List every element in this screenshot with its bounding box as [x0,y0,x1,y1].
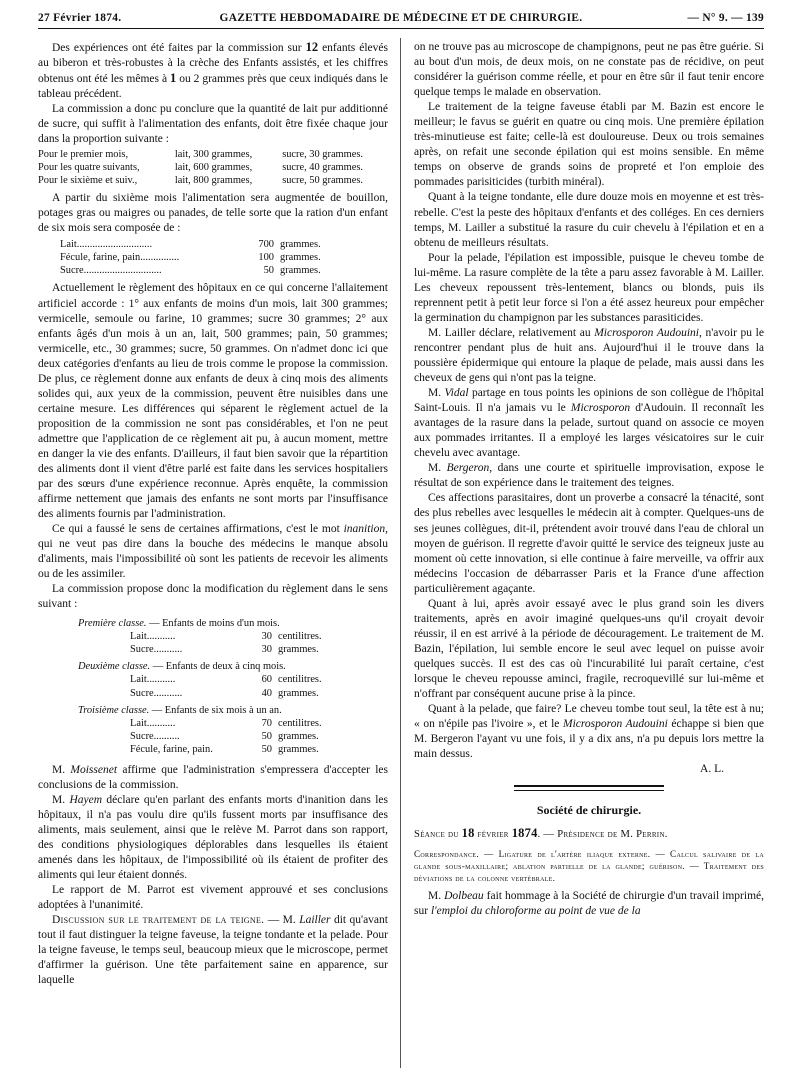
class-item-label: Lait........... [130,717,176,729]
paragraph: M. Hayem déclare qu'en parlant des enfants morts d'inanition dans les hôpitaux, il n'a pas voulu dire qu'ils fussent morts par insuffisance des aliments, mais seulement, ainsi que le relève M. Parrot dans son rapport, des conditions physiologiques déplorables dans lesquelles ils étaient amenés dans les hôpitaux, de l'impossibilité où ils étaient de profiter des aliments qui leur étaient donnés. [38,793,388,881]
feeding-table-row [38,161,388,174]
paragraph: on ne trouve pas au microscope de champignons, peut ne pas être guérie. Si au bout d'un mois, de deux mois, on ne constate pas de récidive, on peut considérer la guérison comme réelle, et pour en être sûr il faut tenir encore quelque temps le malade en observation. [414,41,764,99]
paragraph: Quant à la teigne tondante, elle dure douze mois en moyenne et est très-rebelle. C'est la peste des hôpitaux d'enfants et des colléges. En ces derniers temps, M. Lailler a substitué la rasure du cuir chevelu à l'épilation et en a obtenu de meilleurs résultats. [414,191,764,249]
class-item-amount: 60 [261,674,272,686]
class-title: Deuxième classe. [78,661,151,673]
ration-label: Lait............................. [60,239,153,251]
paragraph: Pour la pelade, l'épilation est impossible, puisque le cheveu tombe de lui-même. La rasure complète de la tête a paru assez favorable à M. Lailler. Les cheveux repoussent très-lentement, blancs ou blonds, puis ils reprennent petit à petit leur force si l'on a été assez heureux pour empêcher la germination du champignon par les substances parasiticides. [414,251,764,324]
ration-unit: grammes. [280,252,321,264]
class-item-label: Fécule, farine, pain. [130,744,213,756]
paragraph: A partir du sixième mois l'alimentation sera augmentée de bouillon, potages gras ou maigres ou panades, de telle sorte que la ration d'un enfant de six mois sera composée de : [38,192,388,235]
class-title: Troisième classe. [78,704,150,716]
ration-item [60,264,388,277]
class-item-label: Lait........... [130,630,176,642]
paragraph: Des expériences ont été faites par la commission sur 12 enfants élevés au biberon et très-robustes à la crèche des Enfants assistés, et les chiffres obtenus ont été les mêmes à 1 ou 2 grammes près que ceux indiqués dans le tableau précédent. [38,40,389,101]
class-item-unit: grammes. [278,687,319,699]
feeding-table-row [38,148,388,161]
paragraph: M. Vidal partage en tous points les opinions de son collègue de l'hôpital Saint-Louis. Il n'a jamais vu le Microsporon d'Audouin. Il reconnaît les avantages de la rasure dans la pelade, surtout quand on associe ce moyen aux pommades irritantes. Il a employé les larges vésicatoires sur le cuir chevelu avec avantage. [414,387,765,460]
header-page-number: 139 [746,12,764,24]
paragraph: Le rapport de M. Parrot est vivement approuvé et ses conclusions adoptées à l'unanimité. [38,883,388,911]
feeding-table-cell: lait, 300 grammes, [174,149,253,161]
class-item-amount: 70 [261,717,272,729]
class-item-unit: grammes. [278,744,319,756]
class-heading [38,660,388,673]
paragraph: Quant à lui, après avoir essayé avec le plus grand soin les divers traitements, après en avoir imaginé quelques-uns qu'il croyait devoir réussir, il en est arrivé à la période de découragement. Le traitement de M. Bazin, l'épilation, lui semble encore le seul avec lequel on puisse avoir quelques succès. Il est des cas où l'incurabilité lui paraît certaine, c'est lorsque le cheveu repousse aminci, fragile, recroquevillé sur lui-même et n'offrant par conséquent aucune prise à la pince. [414,597,764,701]
class-item-unit: grammes. [278,643,319,655]
feeding-table-cell: Pour le premier mois, [38,149,129,161]
feeding-table [38,148,388,187]
class-description: — Enfants de deux à cinq mois. [150,661,286,673]
ration-list [60,238,388,277]
feeding-table-cell: sucre, 30 grammes. [282,149,363,161]
paragraph: M. Dolbeau fait hommage à la Société de chirurgie d'un travail imprimé, sur l'emploi du chloroforme au point de vue de la [414,890,764,918]
left-column [38,40,388,988]
class-item [38,630,388,643]
right-column [414,40,764,919]
feeding-table-cell: Pour les quatre suivants, [38,162,140,174]
class-item-label: Lait........... [130,674,176,686]
class-item-amount: 50 [261,744,272,756]
paragraph: Discussion sur le traitement de la teigne. — M. Lailler dit qu'avant tout il faut distinguer la teigne faveuse, la teigne tondante et la pelade. Pour la teigne faveuse, le temps seul, beaucoup mieux que le microscope, permet d'affirmer la guérison. Une tête parfaitement saine en apparence, sur laquelle [38,914,388,987]
class-description: — Enfants de moins d'un mois. [146,617,280,629]
paragraph: M. Lailler déclare, relativement au Microsporon Audouini, n'avoir pu le rencontrer pendant plus de huit ans. Aujourd'hui il le trouve dans la poussière épidermique qui entoure la plaque de pelade, mais aussi dans les cheveux de gens qui n'ont pas la teigne. [414,326,764,385]
correspondance-summary: Correspondance. — Ligature de l'artère iliaque externe. — Calcul salivaire de la glande sous-maxillaire; ablation partielle de la glande; guérison. — Traitement des déviations de la colonne vertébrale. [414,849,764,884]
class-item [38,643,388,656]
class-heading [38,704,388,717]
page-header [38,8,764,29]
class-item-amount: 50 [261,731,272,743]
ration-unit: grammes. [280,265,321,277]
feeding-table-row [38,174,388,187]
section-separator [514,785,664,791]
class-title: Première classe. [78,617,147,629]
ration-amount: 700 [258,239,274,251]
ration-item [60,251,388,264]
class-item-label: Sucre.......... [130,731,180,743]
class-item [38,687,388,700]
class-heading [38,617,388,630]
class-item [38,743,388,756]
class-item-amount: 40 [261,687,272,699]
section-title: Société de chirurgie. [536,803,642,818]
paragraph: Ces affections parasitaires, dont un proverbe a consacré la ténacité, sont des plus rebelles avec lesquelles le médecin ait à compter. Quelques-uns de ses jeunes collègues, dit-il, prétendent avoir trouvé dans l'eau de chloral un moyen de guérison. Il regrette d'avoir quitté le service des teigneux juste au moment où cette innovation, si elle continue à faire merveille, va offrir aux médecins l'occasion de débarrasser Paris et la France d'une affection particulièrement agaçante. [414,492,764,595]
ration-item [60,238,388,251]
classes-list [38,617,388,757]
paragraph: Quant à la pelade, que faire? Le cheveu tombe tout seul, la tête est à nu; « on n'épile pas l'ivoire », et le Microsporon Audouini échappe si bien que M. Bergeron l'ayant vu une fois, il y a dix ans, n'a pu depuis lors mettre la main dessus. [414,703,764,761]
paragraph: La commission propose donc la modification du règlement dans le sens suivant : [38,583,388,611]
feeding-table-cell: sucre, 50 grammes. [282,175,363,187]
header-title: GAZETTE HEBDOMADAIRE DE MÉDECINE ET DE CHIRURGIE. [219,12,583,24]
seance-line: Séance du 18 février 1874. — Présidence de M. Perrin. [414,826,668,841]
ration-amount: 100 [258,252,274,264]
class-item-unit: centilitres. [278,674,322,686]
class-item-unit: centilitres. [278,630,322,642]
class-description: — Enfants de six mois à un an. [149,704,282,716]
feeding-table-cell: Pour le sixième et suiv., [38,175,138,187]
ration-amount: 50 [263,265,274,277]
paragraph: M. Moissenet affirme que l'administration s'empressera d'accepter les conclusions de la commission. [38,763,388,791]
paragraph: Le traitement de la teigne faveuse établi par M. Bazin est encore le meilleur; le favus se guérit en quatre ou cinq mois. Une première épilation très-minutieuse est faite; celle-là est douloureuse. Deux ou trois semaines après, on refait une seconde épilation qui est moins sensible. En même temps on observe de grands soins de propreté et l'on emploie des pommades parisiticides (turbith minéral). [414,101,764,189]
column-divider [400,38,401,1068]
class-item-unit: centilitres. [278,717,322,729]
class-item [38,730,388,743]
class-item-amount: 30 [261,643,272,655]
ration-label: Fécule, farine, pain............... [60,252,180,264]
ration-unit: grammes. [280,239,321,251]
header-date: 27 Février 1874. [38,12,122,24]
paragraph: Actuellement le règlement des hôpitaux en ce qui concerne l'allaitement artificiel accorde : 1° aux enfants de moins d'un mois, lait 300 grammes; vermicelle, semoule ou farine, 10 grammes; sucre 30 grammes; 2° aux enfants âgés d'un mois à un an, lait, 500 grammes; pain, 50 grammes; vermicelle, etc., 30 grammes; sucre, 50 grammes. On n'admet donc ici que deux catégories d'enfants au lieu de trois comme le propose la commission. De plus, ce règlement donne aux enfants de deux à cinq mois des aliments solides qui, aux yeux de la commission, peuvent être nuisibles dans une certaine mesure. Les différences qui séparent le règlement actuel de la proposition de la commission ne sont pas considérables, et l'on ne peut admettre que l'application de ce règlement ait pu, à aucun moment, mettre en danger la vie des enfants. D'ailleurs, il faut bien savoir que la répartition des aliments dont il vient d'être parlé est faite dans les services hospitaliers par des sœurs d'une expérience reconnue. Après enquête, la commission affirme nettement que jamais des enfants ne sont morts par l'insuffisance des aliments fournis par l'administration. [38,282,388,521]
feeding-table-cell: lait, 800 grammes, [174,175,253,187]
class-item-amount: 30 [261,630,272,642]
header-number: — N° 9. — [687,12,743,24]
class-item-label: Sucre........... [130,687,183,699]
class-item-label: Sucre........... [130,643,183,655]
header-number-page [687,8,764,28]
feeding-table-cell: sucre, 40 grammes. [282,162,363,174]
class-item [38,717,388,730]
feeding-table-cell: lait, 600 grammes, [174,162,253,174]
paragraph: Ce qui a faussé le sens de certaines affirmations, c'est le mot inanition, qui ne veut pas dire dans la bouche des médecins le manque absolu d'aliments, mais l'impossibilité où sont les patients de recevoir les aliments ou de les assimiler. [38,523,388,581]
ration-label: Sucre.............................. [60,265,162,277]
paragraph: M. Bergeron, dans une courte et spirituelle improvisation, expose le résultat de son expérience dans le traitement des teignes. [414,462,764,490]
paragraph: La commission a donc pu conclure que la quantité de lait pur additionné de sucre, qui suffit à l'alimentation des enfants, doit être fixée chaque jour dans la proportion suivante : [38,103,388,146]
class-item-unit: grammes. [278,731,319,743]
class-item [38,673,388,686]
signature: A. L. [700,763,724,776]
